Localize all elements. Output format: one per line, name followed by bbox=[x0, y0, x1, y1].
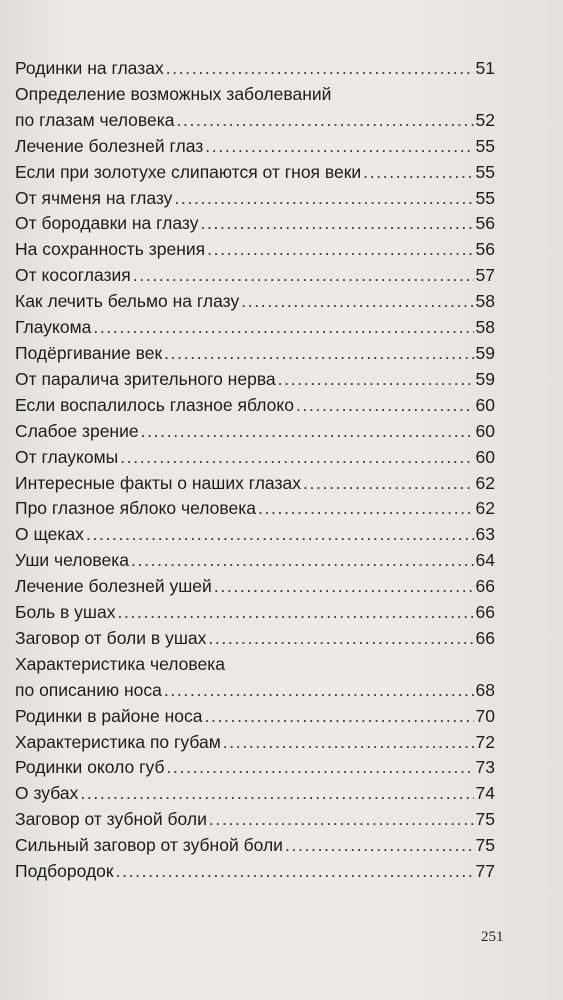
dot-leader bbox=[116, 859, 474, 885]
toc-entry-line bbox=[15, 419, 495, 445]
toc-entry-line bbox=[15, 807, 495, 833]
toc-entry bbox=[15, 56, 495, 82]
toc-entry-page: 59 bbox=[475, 342, 495, 363]
toc-entry-line bbox=[15, 704, 495, 730]
toc-entry-page: 56 bbox=[475, 213, 495, 234]
toc-entry bbox=[15, 419, 495, 445]
toc-entry-page: 62 bbox=[475, 472, 495, 493]
toc-entry-title: Боль в ушах bbox=[15, 602, 116, 623]
toc-entry-title: Характеристика человека bbox=[15, 653, 225, 674]
toc-entry bbox=[15, 393, 495, 419]
dot-leader bbox=[164, 341, 473, 367]
toc-entry-page: 58 bbox=[475, 291, 495, 312]
toc-entry bbox=[15, 496, 495, 522]
dot-leader bbox=[86, 522, 474, 548]
dot-leader bbox=[363, 160, 473, 186]
toc-entry-page: 57 bbox=[475, 265, 495, 286]
toc-entry-line bbox=[15, 393, 495, 419]
dot-leader bbox=[167, 755, 474, 781]
toc-entry-line bbox=[15, 859, 495, 885]
toc-entry-page: 60 bbox=[475, 420, 495, 441]
toc-entry-page: 66 bbox=[475, 627, 495, 648]
toc-entry-page: 51 bbox=[475, 58, 495, 78]
toc-entry bbox=[15, 160, 495, 186]
toc-entry-title: От паралича зрительного нерва bbox=[15, 368, 276, 389]
dot-leader bbox=[80, 781, 473, 807]
dot-leader bbox=[93, 315, 473, 341]
dot-leader bbox=[117, 600, 473, 626]
toc-entry bbox=[15, 263, 495, 289]
toc-entry bbox=[15, 807, 495, 833]
toc-entry-line bbox=[15, 833, 495, 859]
toc-entry-line bbox=[15, 263, 495, 289]
toc-entry-line bbox=[15, 781, 495, 807]
toc-entry-page: 74 bbox=[475, 783, 495, 804]
dot-leader bbox=[131, 548, 474, 574]
table-of-contents bbox=[15, 56, 495, 885]
toc-entry-page: 77 bbox=[475, 861, 495, 882]
toc-entry-title: О щеках bbox=[15, 524, 84, 545]
toc-entry-page: 70 bbox=[475, 705, 495, 726]
toc-entry-line bbox=[15, 445, 495, 471]
toc-entry-line bbox=[15, 315, 495, 341]
toc-entry-title: Характеристика по губам bbox=[15, 731, 221, 752]
toc-entry-line bbox=[15, 548, 495, 574]
toc-entry-page: 55 bbox=[475, 161, 495, 182]
dot-leader bbox=[278, 367, 474, 393]
dot-leader bbox=[205, 134, 473, 160]
toc-entry-title: Если воспалилось глазное яблоко bbox=[15, 394, 294, 415]
toc-entry-line bbox=[15, 522, 495, 548]
toc-entry bbox=[15, 341, 495, 367]
toc-entry-line bbox=[15, 56, 495, 82]
toc-entry-page: 52 bbox=[475, 109, 495, 130]
toc-entry-page: 66 bbox=[475, 576, 495, 597]
toc-entry-page: 62 bbox=[475, 498, 495, 519]
toc-entry-title: по описанию носа bbox=[15, 679, 162, 700]
toc-entry bbox=[15, 289, 495, 315]
toc-entry bbox=[15, 315, 495, 341]
toc-entry bbox=[15, 367, 495, 393]
toc-entry-title: Как лечить бельмо на глазу bbox=[15, 291, 240, 312]
toc-entry bbox=[15, 211, 495, 237]
toc-entry-line-wrap bbox=[15, 82, 495, 108]
toc-entry-title: Подёргивание век bbox=[15, 342, 163, 363]
dot-leader bbox=[176, 108, 473, 134]
dot-leader bbox=[141, 419, 474, 445]
toc-entry-page: 64 bbox=[475, 550, 495, 571]
toc-entry bbox=[15, 574, 495, 600]
dot-leader bbox=[285, 833, 474, 859]
toc-entry bbox=[15, 859, 495, 885]
toc-entry bbox=[15, 548, 495, 574]
toc-entry bbox=[15, 781, 495, 807]
toc-entry-title: От глаукомы bbox=[15, 446, 119, 467]
toc-entry-line-wrap bbox=[15, 652, 495, 678]
toc-entry bbox=[15, 833, 495, 859]
toc-entry-title: Родинки в районе носа bbox=[15, 705, 203, 726]
toc-entry-title: Про глазное яблоко человека bbox=[15, 498, 256, 519]
toc-entry bbox=[15, 471, 495, 497]
dot-leader bbox=[208, 626, 473, 652]
toc-entry-line bbox=[15, 496, 495, 522]
toc-entry bbox=[15, 445, 495, 471]
toc-entry bbox=[15, 522, 495, 548]
toc-entry-line bbox=[15, 160, 495, 186]
dot-leader bbox=[296, 393, 474, 419]
toc-entry bbox=[15, 600, 495, 626]
dot-leader bbox=[166, 56, 474, 82]
toc-entry bbox=[15, 134, 495, 160]
toc-entry-page: 63 bbox=[475, 524, 495, 545]
toc-entry-page: 58 bbox=[475, 317, 495, 338]
toc-entry-line bbox=[15, 237, 495, 263]
toc-entry bbox=[15, 704, 495, 730]
toc-entry-page: 59 bbox=[475, 368, 495, 389]
dot-leader bbox=[200, 211, 473, 237]
toc-entry-title: Родинки на глазах bbox=[15, 58, 164, 78]
toc-entry-title: От косоглазия bbox=[15, 265, 131, 286]
toc-entry-line bbox=[15, 367, 495, 393]
toc-entry-title: Определение возможных заболеваний bbox=[15, 83, 332, 104]
toc-entry-line bbox=[15, 626, 495, 652]
dot-leader bbox=[174, 186, 473, 212]
toc-entry-title: Глаукома bbox=[15, 317, 92, 338]
toc-entry bbox=[15, 652, 495, 704]
toc-entry-page: 55 bbox=[475, 187, 495, 208]
toc-entry-line bbox=[15, 341, 495, 367]
toc-entry bbox=[15, 755, 495, 781]
toc-entry-line bbox=[15, 186, 495, 212]
toc-entry-title: по глазам человека bbox=[15, 109, 175, 130]
toc-entry-title: Лечение болезней глаз bbox=[15, 135, 204, 156]
dot-leader bbox=[133, 263, 474, 289]
toc-entry-title: Слабое зрение bbox=[15, 420, 139, 441]
toc-entry-page: 60 bbox=[475, 394, 495, 415]
toc-entry-line bbox=[15, 211, 495, 237]
toc-entry-line bbox=[15, 471, 495, 497]
toc-entry-page: 55 bbox=[475, 135, 495, 156]
toc-entry-page: 73 bbox=[475, 757, 495, 778]
toc-entry-title: От бородавки на глазу bbox=[15, 213, 199, 234]
dot-leader bbox=[120, 445, 473, 471]
dot-leader bbox=[207, 237, 473, 263]
dot-leader bbox=[303, 471, 474, 497]
toc-entry bbox=[15, 186, 495, 212]
toc-entry-page: 68 bbox=[475, 679, 495, 700]
toc-entry-title: Заговор от боли в ушах bbox=[15, 627, 207, 648]
toc-entry-page: 66 bbox=[475, 602, 495, 623]
toc-entry-title: Интересные факты о наших глазах bbox=[15, 472, 301, 493]
toc-entry-title: Родинки около губ bbox=[15, 757, 165, 778]
toc-entry-line bbox=[15, 289, 495, 315]
toc-entry-line bbox=[15, 134, 495, 160]
toc-entry-title: Уши человека bbox=[15, 550, 130, 571]
dot-leader bbox=[241, 289, 473, 315]
toc-entry bbox=[15, 626, 495, 652]
dot-leader bbox=[204, 704, 473, 730]
toc-entry-line bbox=[15, 600, 495, 626]
toc-entry-page: 60 bbox=[475, 446, 495, 467]
toc-entry-title: Если при золотухе слипаются от гноя веки bbox=[15, 161, 362, 182]
toc-entry-title: Подбородок bbox=[15, 861, 114, 882]
toc-entry-line bbox=[15, 730, 495, 756]
dot-leader bbox=[209, 807, 474, 833]
toc-entry-title: О зубах bbox=[15, 783, 79, 804]
toc-entry-page: 56 bbox=[475, 239, 495, 260]
toc-entry-page: 72 bbox=[475, 731, 495, 752]
page-number: 251 bbox=[481, 929, 504, 945]
toc-entry-title: Лечение болезней ушей bbox=[15, 576, 212, 597]
toc-entry bbox=[15, 730, 495, 756]
toc-entry-line bbox=[15, 678, 495, 704]
toc-entry-title: Заговор от зубной боли bbox=[15, 809, 207, 830]
toc-entry-line bbox=[15, 574, 495, 600]
dot-leader bbox=[223, 730, 474, 756]
dot-leader bbox=[258, 496, 474, 522]
dot-leader bbox=[164, 678, 474, 704]
toc-entry bbox=[15, 82, 495, 134]
toc-entry bbox=[15, 237, 495, 263]
dot-leader bbox=[214, 574, 474, 600]
toc-entry-page: 75 bbox=[475, 835, 495, 856]
toc-entry-line bbox=[15, 108, 495, 134]
toc-entry-title: На сохранность зрения bbox=[15, 239, 206, 260]
toc-entry-line bbox=[15, 755, 495, 781]
toc-entry-title: От ячменя на глазу bbox=[15, 187, 173, 208]
toc-entry-title: Сильный заговор от зубной боли bbox=[15, 835, 283, 856]
toc-entry-page: 75 bbox=[475, 809, 495, 830]
